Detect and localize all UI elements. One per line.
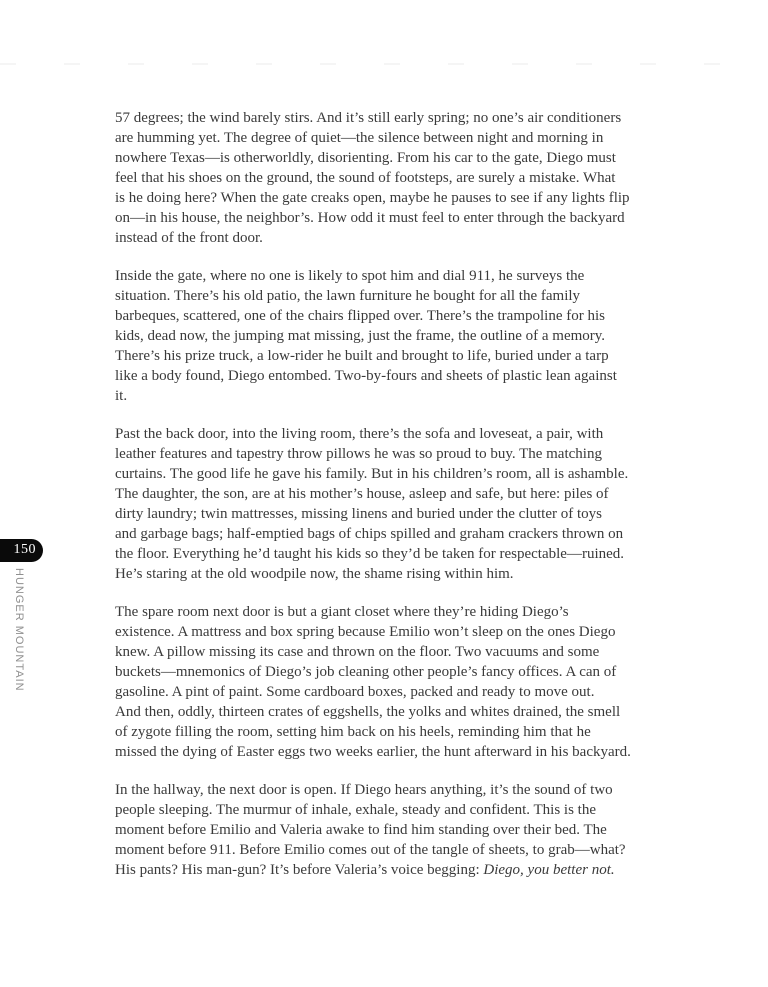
article — [115, 108, 690, 880]
text-line: gasoline. A pint of paint. Some cardboard boxes, packed and ready to move out. — [115, 684, 595, 700]
text-line: He’s staring at the old woodpile now, the shame rising within him. — [115, 566, 514, 582]
text-line: Inside the gate, where no one is likely to spot him and dial 911, he surveys the — [115, 268, 585, 284]
text-line: kids, dead now, the jumping mat missing, just the frame, the outline of a memory. — [115, 328, 606, 344]
text-line: and garbage bags; half-emptied bags of chips spilled and graham crackers thrown on — [115, 526, 624, 542]
text-line: Past the back door, into the living room, there’s the sofa and loveseat, a pair, with — [115, 426, 604, 442]
text-line: And then, oddly, thirteen crates of eggshells, the yolks and whites drained, the smell — [115, 704, 621, 720]
text-line — [115, 860, 690, 880]
journal-title-spine: HUNGER MOUNTAIN — [13, 568, 25, 692]
text-line: The daughter, the son, are at his mother’s house, asleep and safe, but here: piles of — [115, 486, 609, 502]
text-line: like a body found, Diego entombed. Two-by-fours and sheets of plastic lean against — [115, 368, 617, 384]
text-line: of zygote filling the room, setting him back on his heels, reminding him that he — [115, 724, 591, 740]
text-line: instead of the front door. — [115, 230, 263, 246]
text-line: people sleeping. The murmur of inhale, exhale, steady and confident. This is the — [115, 802, 596, 818]
text-line: existence. A mattress and box spring because Emilio won’t sleep on the ones Diego — [115, 624, 616, 640]
text-line: on—in his house, the neighbor’s. How odd it must feel to enter through the backyard — [115, 210, 625, 226]
paragraph — [115, 266, 690, 406]
paragraph — [115, 424, 690, 584]
paragraph — [115, 108, 690, 248]
text-line: are humming yet. The degree of quiet—the silence between night and morning in — [115, 130, 604, 146]
text-line: the floor. Everything he’d taught his kids so they’d be taken for respectable—ruined. — [115, 546, 625, 562]
text-line: 57 degrees; the wind barely stirs. And it’s still early spring; no one’s air conditioners — [115, 110, 622, 126]
text-line: leather features and tapestry throw pillows he was so proud to buy. The matching — [115, 446, 602, 462]
page-number-tab — [0, 539, 43, 562]
text-line: moment before Emilio and Valeria awake to find him standing over their bed. The — [115, 822, 607, 838]
italic-text-segment: Diego, you better not. — [483, 862, 615, 878]
text-line: situation. There’s his old patio, the lawn furniture he bought for all the family — [115, 288, 581, 304]
text-line: knew. A pillow missing its case and thrown on the floor. Two vacuums and some — [115, 644, 600, 660]
text-line: is he doing here? When the gate creaks open, maybe he pauses to see if any lights flip — [115, 190, 630, 206]
text-line: missed the dying of Easter eggs two weeks earlier, the hunt afterward in his backyard. — [115, 744, 631, 760]
text-line: nowhere Texas—is otherworldly, disorienting. From his car to the gate, Diego must — [115, 150, 616, 166]
text-line: buckets—mnemonics of Diego’s job cleaning other people’s fancy offices. A can of — [115, 664, 617, 680]
text-line: moment before 911. Before Emilio comes out of the tangle of sheets, to grab—what? — [115, 842, 626, 858]
text-segment: His pants? His man-gun? It’s before Valeria’s voice begging: — [115, 862, 484, 878]
text-line: In the hallway, the next door is open. If Diego hears anything, it’s the sound of two — [115, 782, 613, 798]
text-line: dirty laundry; twin mattresses, missing linens and buried under the clutter of toys — [115, 506, 602, 522]
text-line: The spare room next door is but a giant closet where they’re hiding Diego’s — [115, 604, 569, 620]
text-line: feel that his shoes on the ground, the sound of footsteps, are surely a mistake. What — [115, 170, 616, 186]
page-number: 150 — [13, 542, 36, 557]
text-line: barbeques, scattered, one of the chairs flipped over. There’s the trampoline for his — [115, 308, 605, 324]
paragraph — [115, 602, 690, 762]
scan-artifact-line — [0, 63, 768, 65]
text-line: curtains. The good life he gave his family. But in his children’s room, all is ashamble. — [115, 466, 629, 482]
text-line: it. — [115, 388, 128, 404]
paragraph — [115, 780, 690, 880]
text-line: There’s his prize truck, a low-rider he built and brought to life, buried under a tarp — [115, 348, 609, 364]
